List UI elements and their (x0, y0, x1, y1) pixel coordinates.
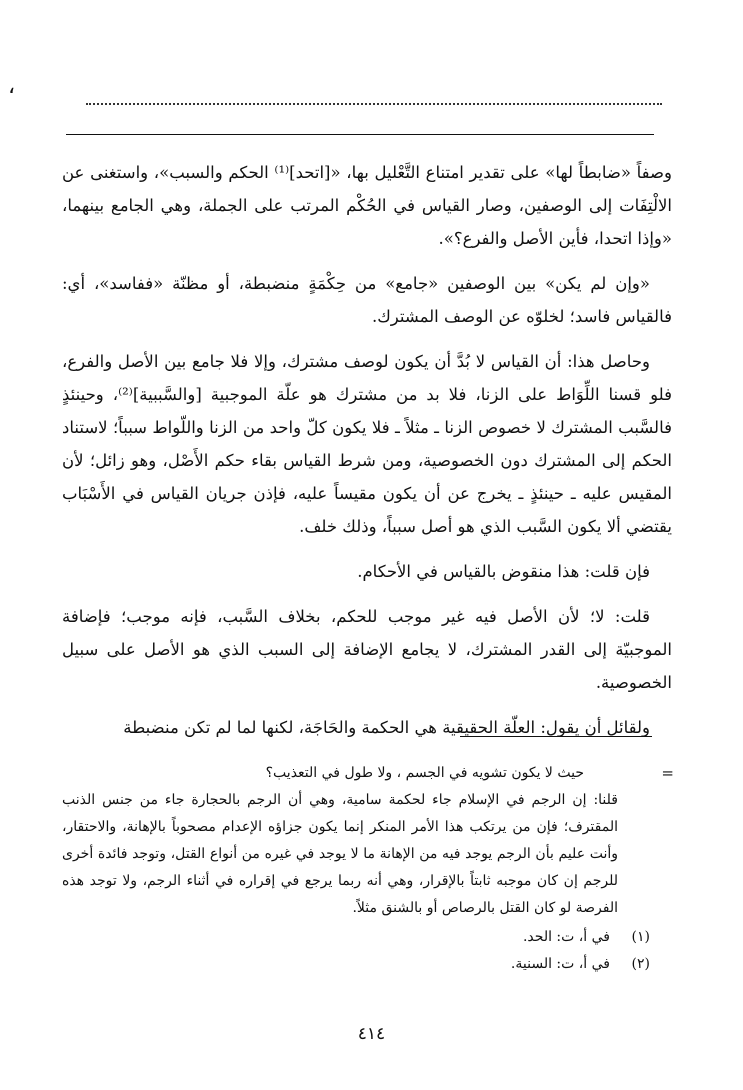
footnote-number: (٢) (631, 956, 650, 972)
footnote-line: قلنا: إن الرجم في الإسلام جاء لحكمة سامية، وهي أن الرجم بالحجارة جاء من جنس الذنب المقترف؛ فإن من يرتكب هذا الأمر المنكر إنما يكون جزاؤه الإعدام مصحوباً بالإهانة، والاحتقار، وأنت عليم بأن الرجم يوجد فيه من الإهانة ما لا يوجد في غيره من أنواع القتل، وتوجد فائدة أخرى للرجم إن كان موجبه ثابتاً بالإقرار، وهي أنه ربما يرجع في إقراره في أثناء الرجم، ولا توجد هذه الفرصة لو كان القتل بالرصاص أو بالشنق مثلاً. (62, 792, 618, 916)
footnote-item (62, 924, 650, 951)
footnotes-section (62, 760, 678, 978)
paragraph: وحاصل هذا: أن القياس لا بُدَّ أن يكون لوصف مشترك، وإلا فلا جامع بين الأصل والفرع، فلو قسنا اللِّوَاط على الزنا، فلا بد من مشترك هو علّة الموجبية [والسَّببية]⁽²⁾، وحينئذٍ فالسَّبب المشترك لا خصوص الزنا ـ مثلاً ـ فلا يكون كلّ واحد من الزنا واللّواط سبباً؛ لاستناد الحكم إلى المشترك دون الخصوصية، ومن شرط القياس بقاء حكم الأَصْل، وهو زائل؛ لأن المقيس عليه ـ حينئذٍ ـ يخرج عن أن يكون مقيساً عليه، فإذن جريان القياس في الأَسْبَاب يقتضي ألا يكون السَّبب الذي هو أصل سبباً، وذلك خلف. (62, 352, 673, 536)
header-rule (66, 134, 654, 135)
footnote-text: في أ، ت: الحد. (522, 929, 610, 945)
paragraph: «وإن لم يكن» بين الوصفين «جامع» من حِكْمَةٍ منضبطة، أو مظنّة «ففاسد»، أي: فالقياس فاسد؛ لخلوّه عن الوصف المشترك. (62, 274, 672, 326)
page-number: ٤١٤ (357, 1024, 386, 1044)
footnote-number: (١) (631, 929, 650, 945)
footnote-separator (460, 736, 652, 737)
dotted-separator (86, 103, 662, 105)
footnote-continuation (62, 760, 678, 922)
footnote-item (62, 951, 650, 978)
paragraph: قلت: لا؛ لأن الأصل فيه غير موجب للحكم، بخلاف السَّبب، فإنه موجب؛ فإضافة الموجبيّة إلى القدر المشترك، لا يجامع الإضافة إلى السبب الذي هو الأصل على سبيل الخصوصية. (62, 607, 672, 692)
footnote-text: في أ، ت: السنية. (510, 956, 610, 972)
main-text-body (62, 156, 672, 756)
footnote-list (62, 924, 678, 978)
paragraph: فإن قلت: هذا منقوض بالقياس في الأحكام. (357, 562, 650, 581)
margin-mark: ، (8, 74, 16, 99)
footnote-line: حيث لا يكون تشويه في الجسم ، ولا طول في التعذيب؟ (265, 765, 584, 781)
paragraph: وصفاً «ضابطاً لها» على تقدير امتناع التَّعْليل بها، «[اتحد]⁽¹⁾ الحكم والسبب»، واستغنى عن الالْتِفَات إلى الوصفين، وصار القياس في الحُكْم المرتب على الجملة، وهي الجامع بينهما، «وإذا اتحدا، فأين الأصل والفرع؟». (62, 163, 672, 248)
continuation-marker: = (661, 764, 674, 782)
paragraph: ولقائل أن يقول: العلّة الحقيقية هي الحكمة والحَاجَة، لكنها لما لم تكن منضبطة (123, 718, 650, 737)
